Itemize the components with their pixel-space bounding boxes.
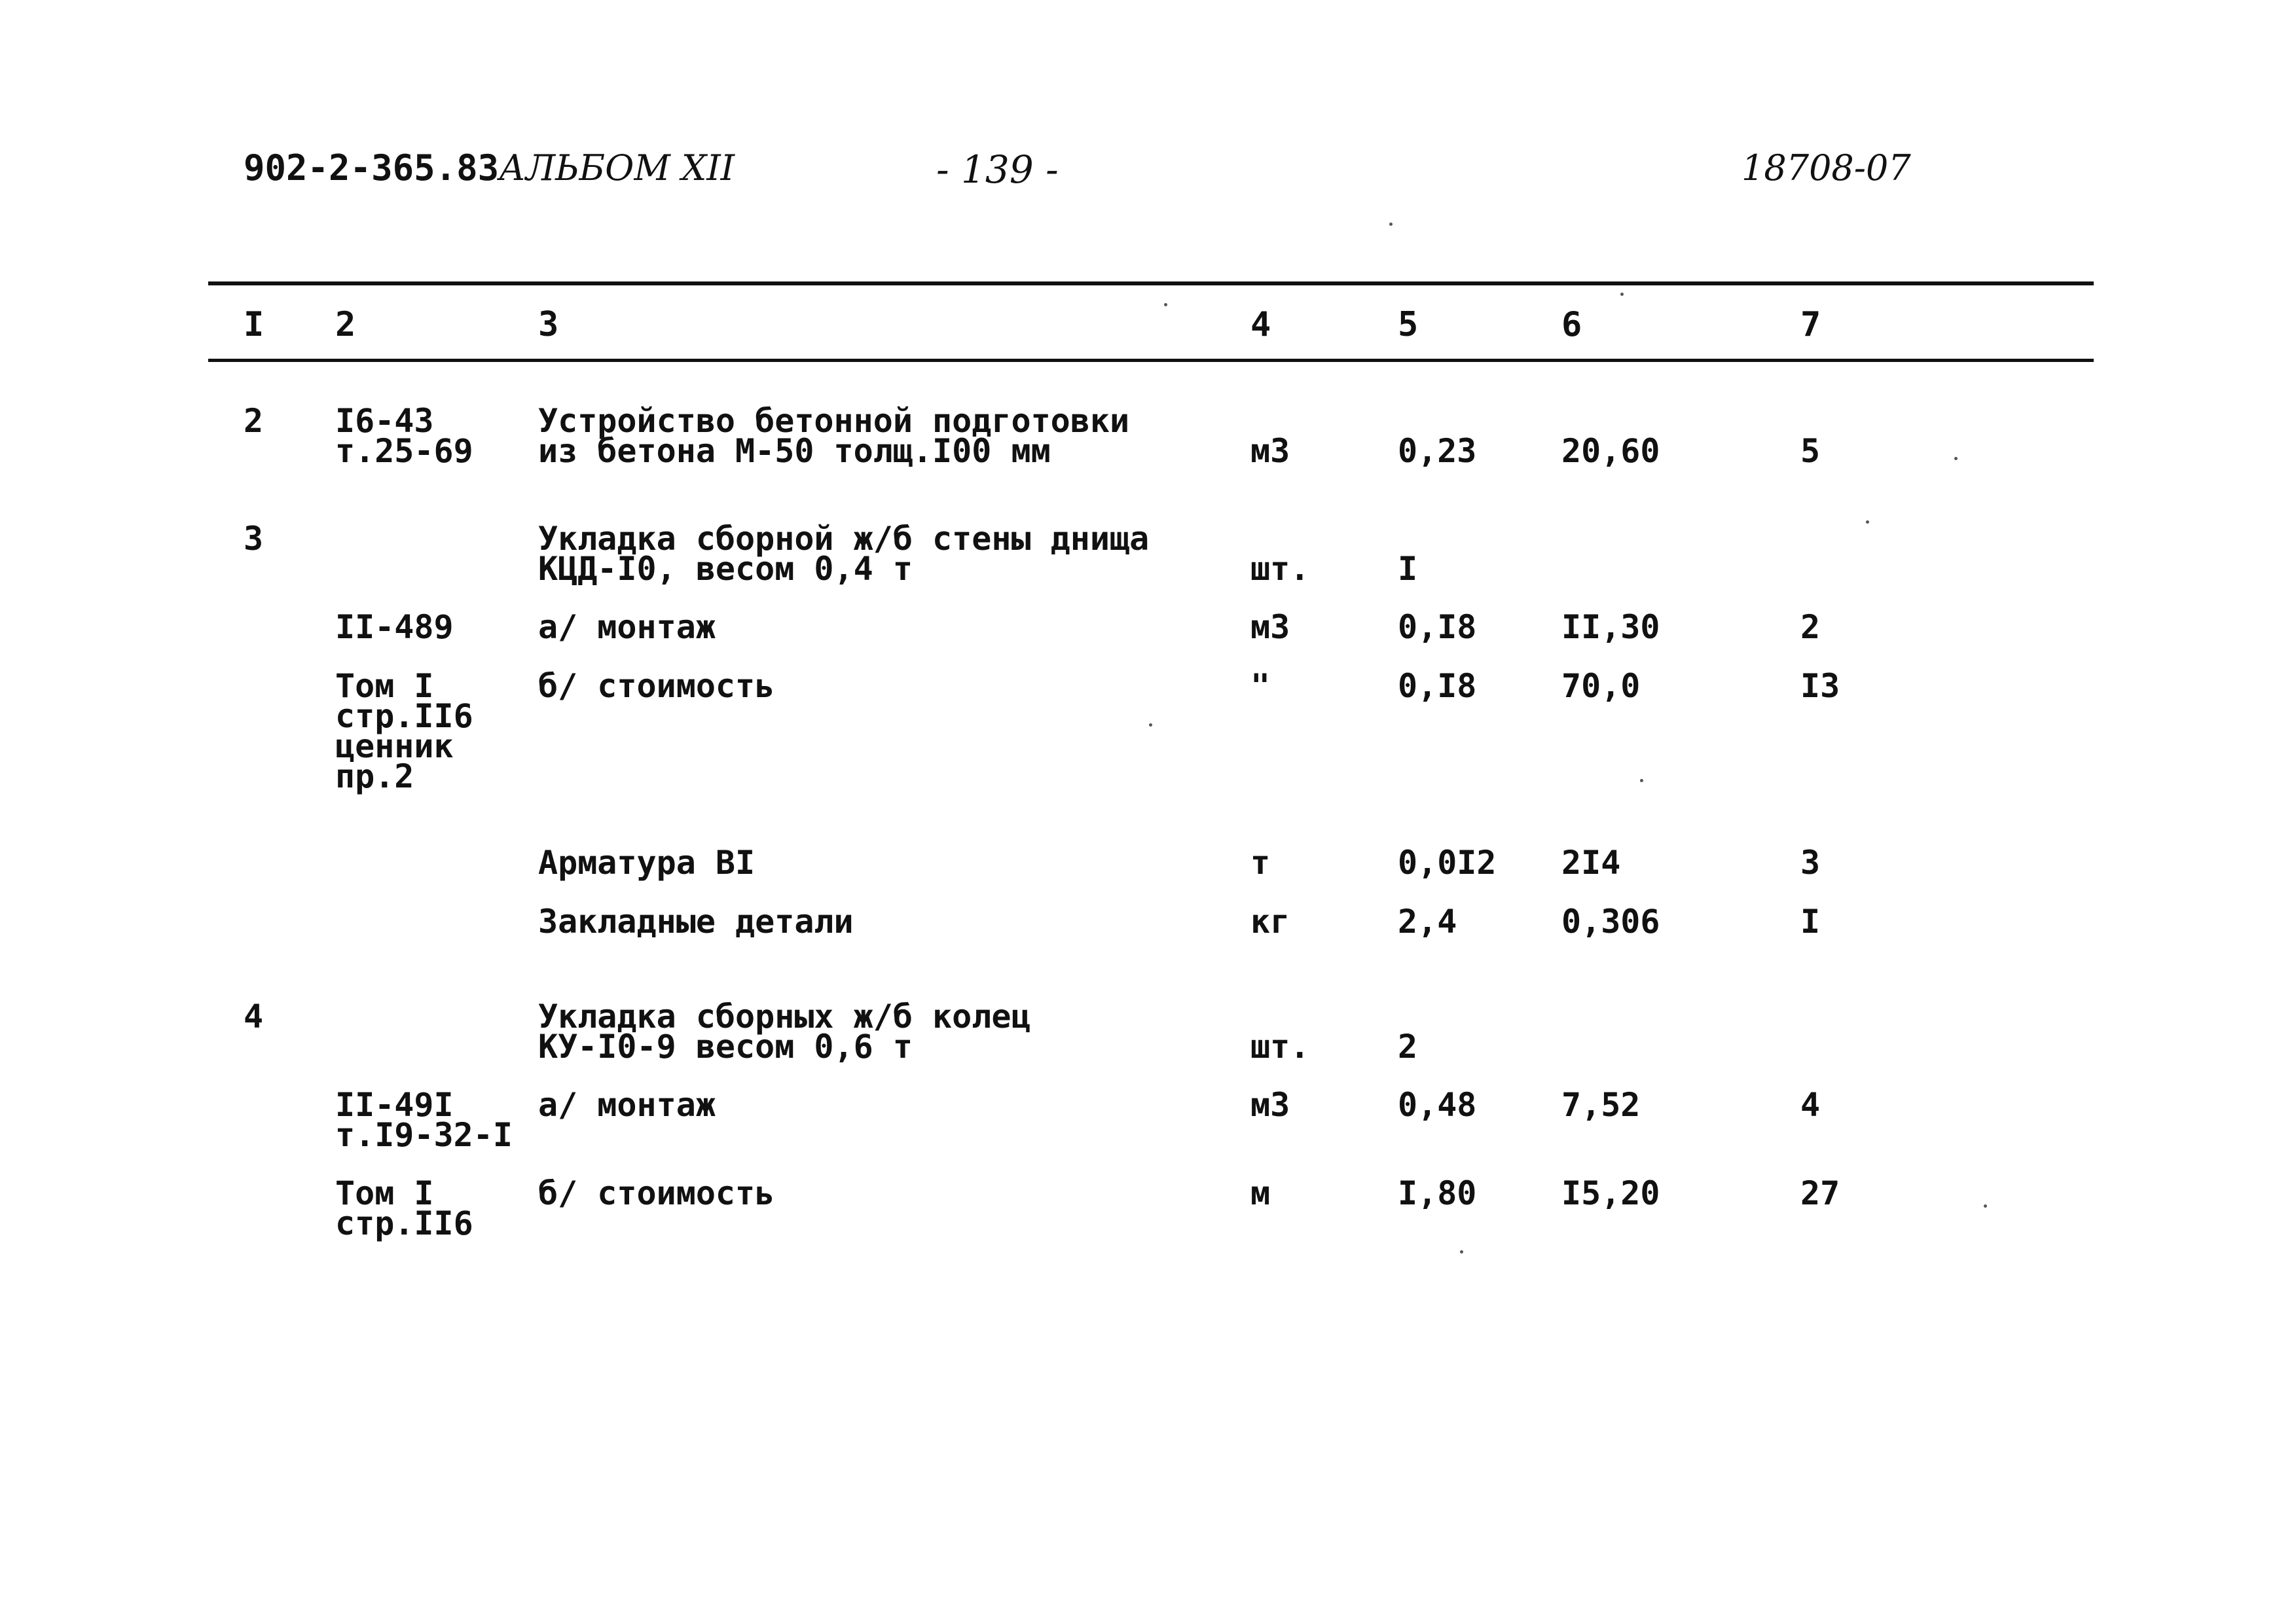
column-number-4: 4 bbox=[1250, 305, 1271, 344]
scan-speck bbox=[1389, 223, 1393, 226]
column-number-1: I bbox=[244, 305, 264, 344]
scan-speck bbox=[1620, 293, 1624, 296]
cell-description: Арматура BI bbox=[538, 844, 756, 882]
cell-unit: м bbox=[1250, 1174, 1271, 1212]
cell-quantity: 0,I8 bbox=[1398, 608, 1477, 646]
cell-reference: I6-43 т.25-69 bbox=[335, 402, 473, 470]
cell-description: б/ стоимость bbox=[538, 667, 775, 705]
cell-unit-price: II,30 bbox=[1561, 608, 1660, 646]
scan-speck bbox=[1984, 1204, 1987, 1208]
cell-total: I bbox=[1800, 903, 1821, 941]
cell-unit-price: 70,0 bbox=[1561, 667, 1641, 705]
cell-unit: т bbox=[1250, 844, 1271, 882]
cell-description: Укладка сборных ж/б колец КУ-I0-9 весом 0,6 т bbox=[538, 998, 1031, 1066]
cell-quantity: I bbox=[1398, 550, 1418, 588]
cell-quantity: 0,0I2 bbox=[1398, 844, 1497, 882]
cell-description: Устройство бетонной подготовки из бетона М-50 толщ.I00 мм bbox=[538, 402, 1130, 470]
column-number-2: 2 bbox=[335, 305, 356, 344]
cell-unit: шт. bbox=[1250, 550, 1310, 588]
cell-quantity: 2,4 bbox=[1398, 903, 1457, 941]
scan-speck bbox=[1460, 1250, 1463, 1254]
scan-speck bbox=[1866, 520, 1869, 524]
cell-unit-price: 2I4 bbox=[1561, 844, 1621, 882]
cell-unit-price: I5,20 bbox=[1561, 1174, 1660, 1212]
cell-quantity: 2 bbox=[1398, 1028, 1418, 1066]
cell-reference: Том I стр.II6 ценник пр.2 bbox=[335, 667, 473, 795]
column-number-7: 7 bbox=[1800, 305, 1821, 344]
cell-position: 3 bbox=[244, 520, 264, 558]
scan-speck bbox=[1149, 723, 1152, 727]
cell-reference: II-49I т.I9-32-I bbox=[335, 1086, 513, 1154]
table-top-rule bbox=[208, 281, 2094, 285]
cell-quantity: 0,I8 bbox=[1398, 667, 1477, 705]
archive-number: 18708-07 bbox=[1741, 147, 1911, 189]
cell-position: 4 bbox=[244, 998, 264, 1036]
cell-total: 5 bbox=[1800, 432, 1821, 470]
scan-speck bbox=[1164, 303, 1167, 306]
cell-total: 4 bbox=[1800, 1086, 1821, 1124]
cell-unit: шт. bbox=[1250, 1028, 1310, 1066]
cell-description: а/ монтаж bbox=[538, 1086, 716, 1124]
cell-unit-price: 7,52 bbox=[1561, 1086, 1641, 1124]
cell-unit: кг bbox=[1250, 903, 1290, 941]
cell-description: а/ монтаж bbox=[538, 608, 716, 646]
cell-unit: " bbox=[1250, 667, 1271, 705]
cell-total: 27 bbox=[1800, 1174, 1840, 1212]
cell-quantity: 0,48 bbox=[1398, 1086, 1477, 1124]
cell-quantity: 0,23 bbox=[1398, 432, 1477, 470]
cell-position: 2 bbox=[244, 402, 264, 440]
cell-quantity: I,80 bbox=[1398, 1174, 1477, 1212]
cell-reference: Том I стр.II6 bbox=[335, 1174, 473, 1242]
cell-total: 2 bbox=[1800, 608, 1821, 646]
cell-description: Закладные детали bbox=[538, 903, 854, 941]
cell-description: Укладка сборной ж/б стены днища КЦД-I0, весом 0,4 т bbox=[538, 520, 1150, 588]
table-header-rule bbox=[208, 359, 2094, 362]
column-number-5: 5 bbox=[1398, 305, 1419, 344]
cell-total: 3 bbox=[1800, 844, 1821, 882]
column-number-6: 6 bbox=[1561, 305, 1582, 344]
page-number: - 139 - bbox=[936, 147, 1059, 192]
cell-reference: II-489 bbox=[335, 608, 454, 646]
scan-speck bbox=[1640, 779, 1643, 782]
scan-speck bbox=[1954, 457, 1958, 460]
cell-unit: м3 bbox=[1250, 432, 1290, 470]
header-doc-code: 902-2-365.83АЛЬБОМ XII bbox=[244, 147, 735, 189]
header-album-handwritten: АЛЬБОМ XII bbox=[499, 147, 735, 189]
cell-unit: м3 bbox=[1250, 608, 1290, 646]
cell-unit-price: 20,60 bbox=[1561, 432, 1660, 470]
cell-total: I3 bbox=[1800, 667, 1840, 705]
cell-unit: м3 bbox=[1250, 1086, 1290, 1124]
cell-unit-price: 0,306 bbox=[1561, 903, 1660, 941]
cell-description: б/ стоимость bbox=[538, 1174, 775, 1212]
column-number-3: 3 bbox=[538, 305, 559, 344]
